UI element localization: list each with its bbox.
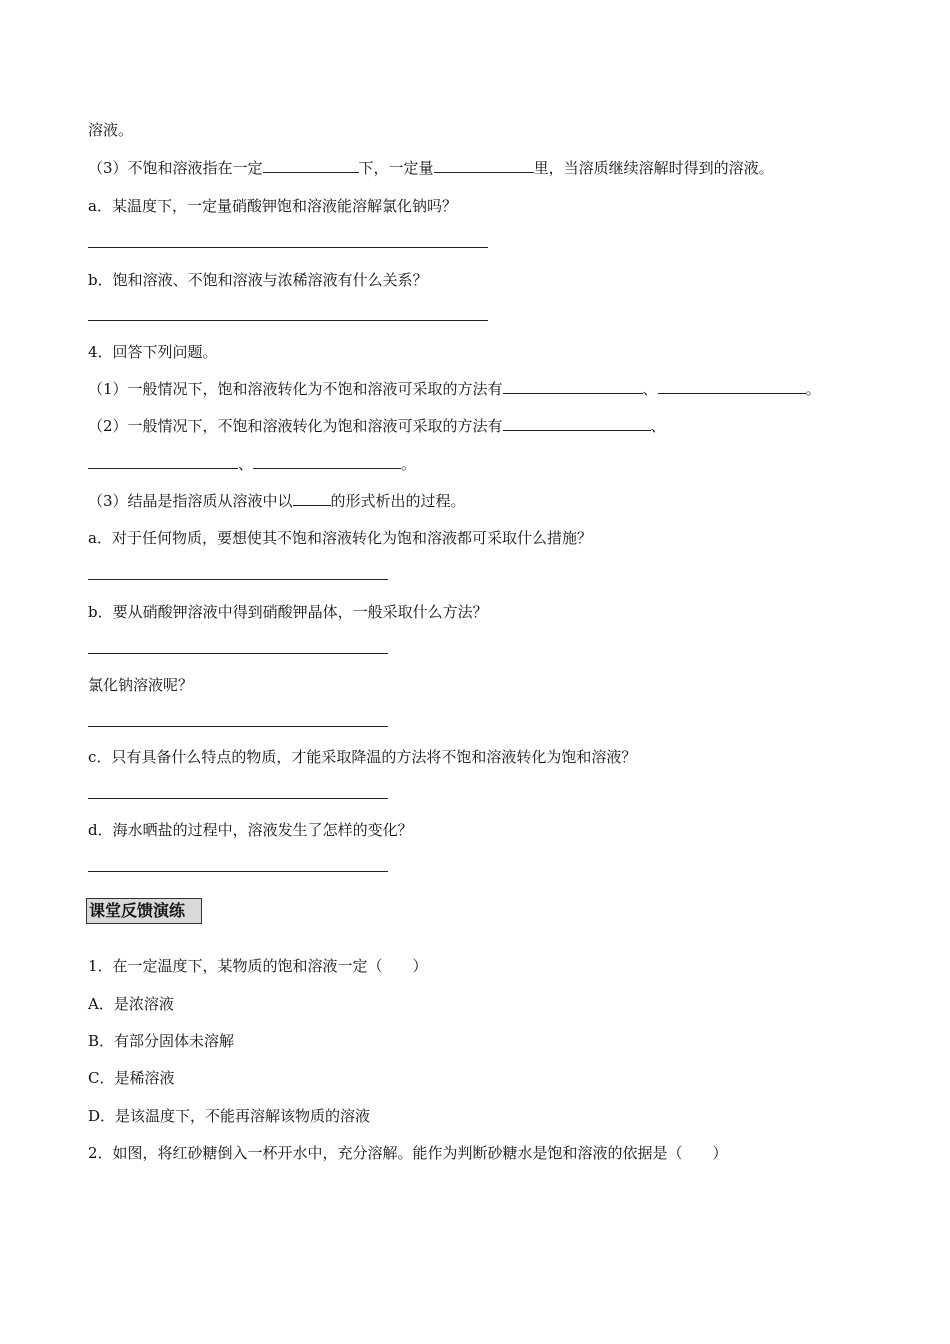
sub-question-a: a．对于任何物质，要想使其不饱和溶液转化为饱和溶液都可采取什么措施？ [88,529,592,547]
option-a[interactable]: A．是浓溶液 [88,995,174,1013]
answer-line[interactable] [88,798,388,799]
sub-question-b: b．饱和溶液、不饱和溶液与浓稀溶液有什么关系？ [88,271,428,289]
option-d[interactable]: D．是该温度下，不能再溶解该物质的溶液 [88,1107,371,1125]
sub-question-d: d．海水晒盐的过程中，溶液发生了怎样的变化？ [88,821,413,839]
section-heading: 课堂反馈演练 [86,898,202,924]
answer-line[interactable] [88,320,488,321]
question-3-line: （3）不饱和溶液指在一定 下，一定量 里，当溶质继续溶解时得到的溶液。 [88,159,774,177]
answer-blank[interactable] [88,454,238,469]
answer-line[interactable] [88,247,488,248]
exercise-question-2: 2．如图，将红砂糖倒入一杯开水中，充分溶解。能作为判断砂糖水是饱和溶液的依据是（ ） [88,1144,728,1162]
answer-line[interactable] [88,653,388,654]
answer-blank[interactable] [503,379,643,394]
question-4: 4．回答下列问题。 [88,343,218,361]
answer-line[interactable] [88,579,388,580]
sub-question-b: b．要从硝酸钾溶液中得到硝酸钾晶体，一般采取什么方法？ [88,603,488,621]
sub-question-a: a．某温度下，一定量硝酸钾饱和溶液能溶解氯化钠吗？ [88,197,457,215]
answer-blank[interactable] [658,379,806,394]
answer-blank[interactable] [263,158,359,173]
text-line: 氯化钠溶液呢？ [88,676,194,694]
answer-blank[interactable] [293,491,331,506]
answer-line[interactable] [88,871,388,872]
answer-line[interactable] [88,726,388,727]
answer-blank[interactable] [434,158,534,173]
question-4-2-cont: 、 。 [88,454,416,474]
option-c[interactable]: C．是稀溶液 [88,1069,175,1087]
option-b[interactable]: B．有部分固体未溶解 [88,1032,235,1050]
text-line: 溶液。 [88,121,134,139]
answer-blank[interactable] [253,454,401,469]
question-4-2: （2）一般情况下，不饱和溶液转化为饱和溶液可采取的方法有 、 [88,417,666,435]
question-4-3: （3）结晶是指溶质从溶液中以 的形式析出的过程。 [88,492,466,510]
question-4-1: （1）一般情况下，饱和溶液转化为不饱和溶液可采取的方法有 、 。 [88,380,821,398]
answer-blank[interactable] [503,416,651,431]
exercise-question-1: 1．在一定温度下，某物质的饱和溶液一定（ ） [88,957,428,975]
sub-question-c: c．只有具备什么特点的物质，才能采取降温的方法将不饱和溶液转化为饱和溶液？ [88,748,637,766]
